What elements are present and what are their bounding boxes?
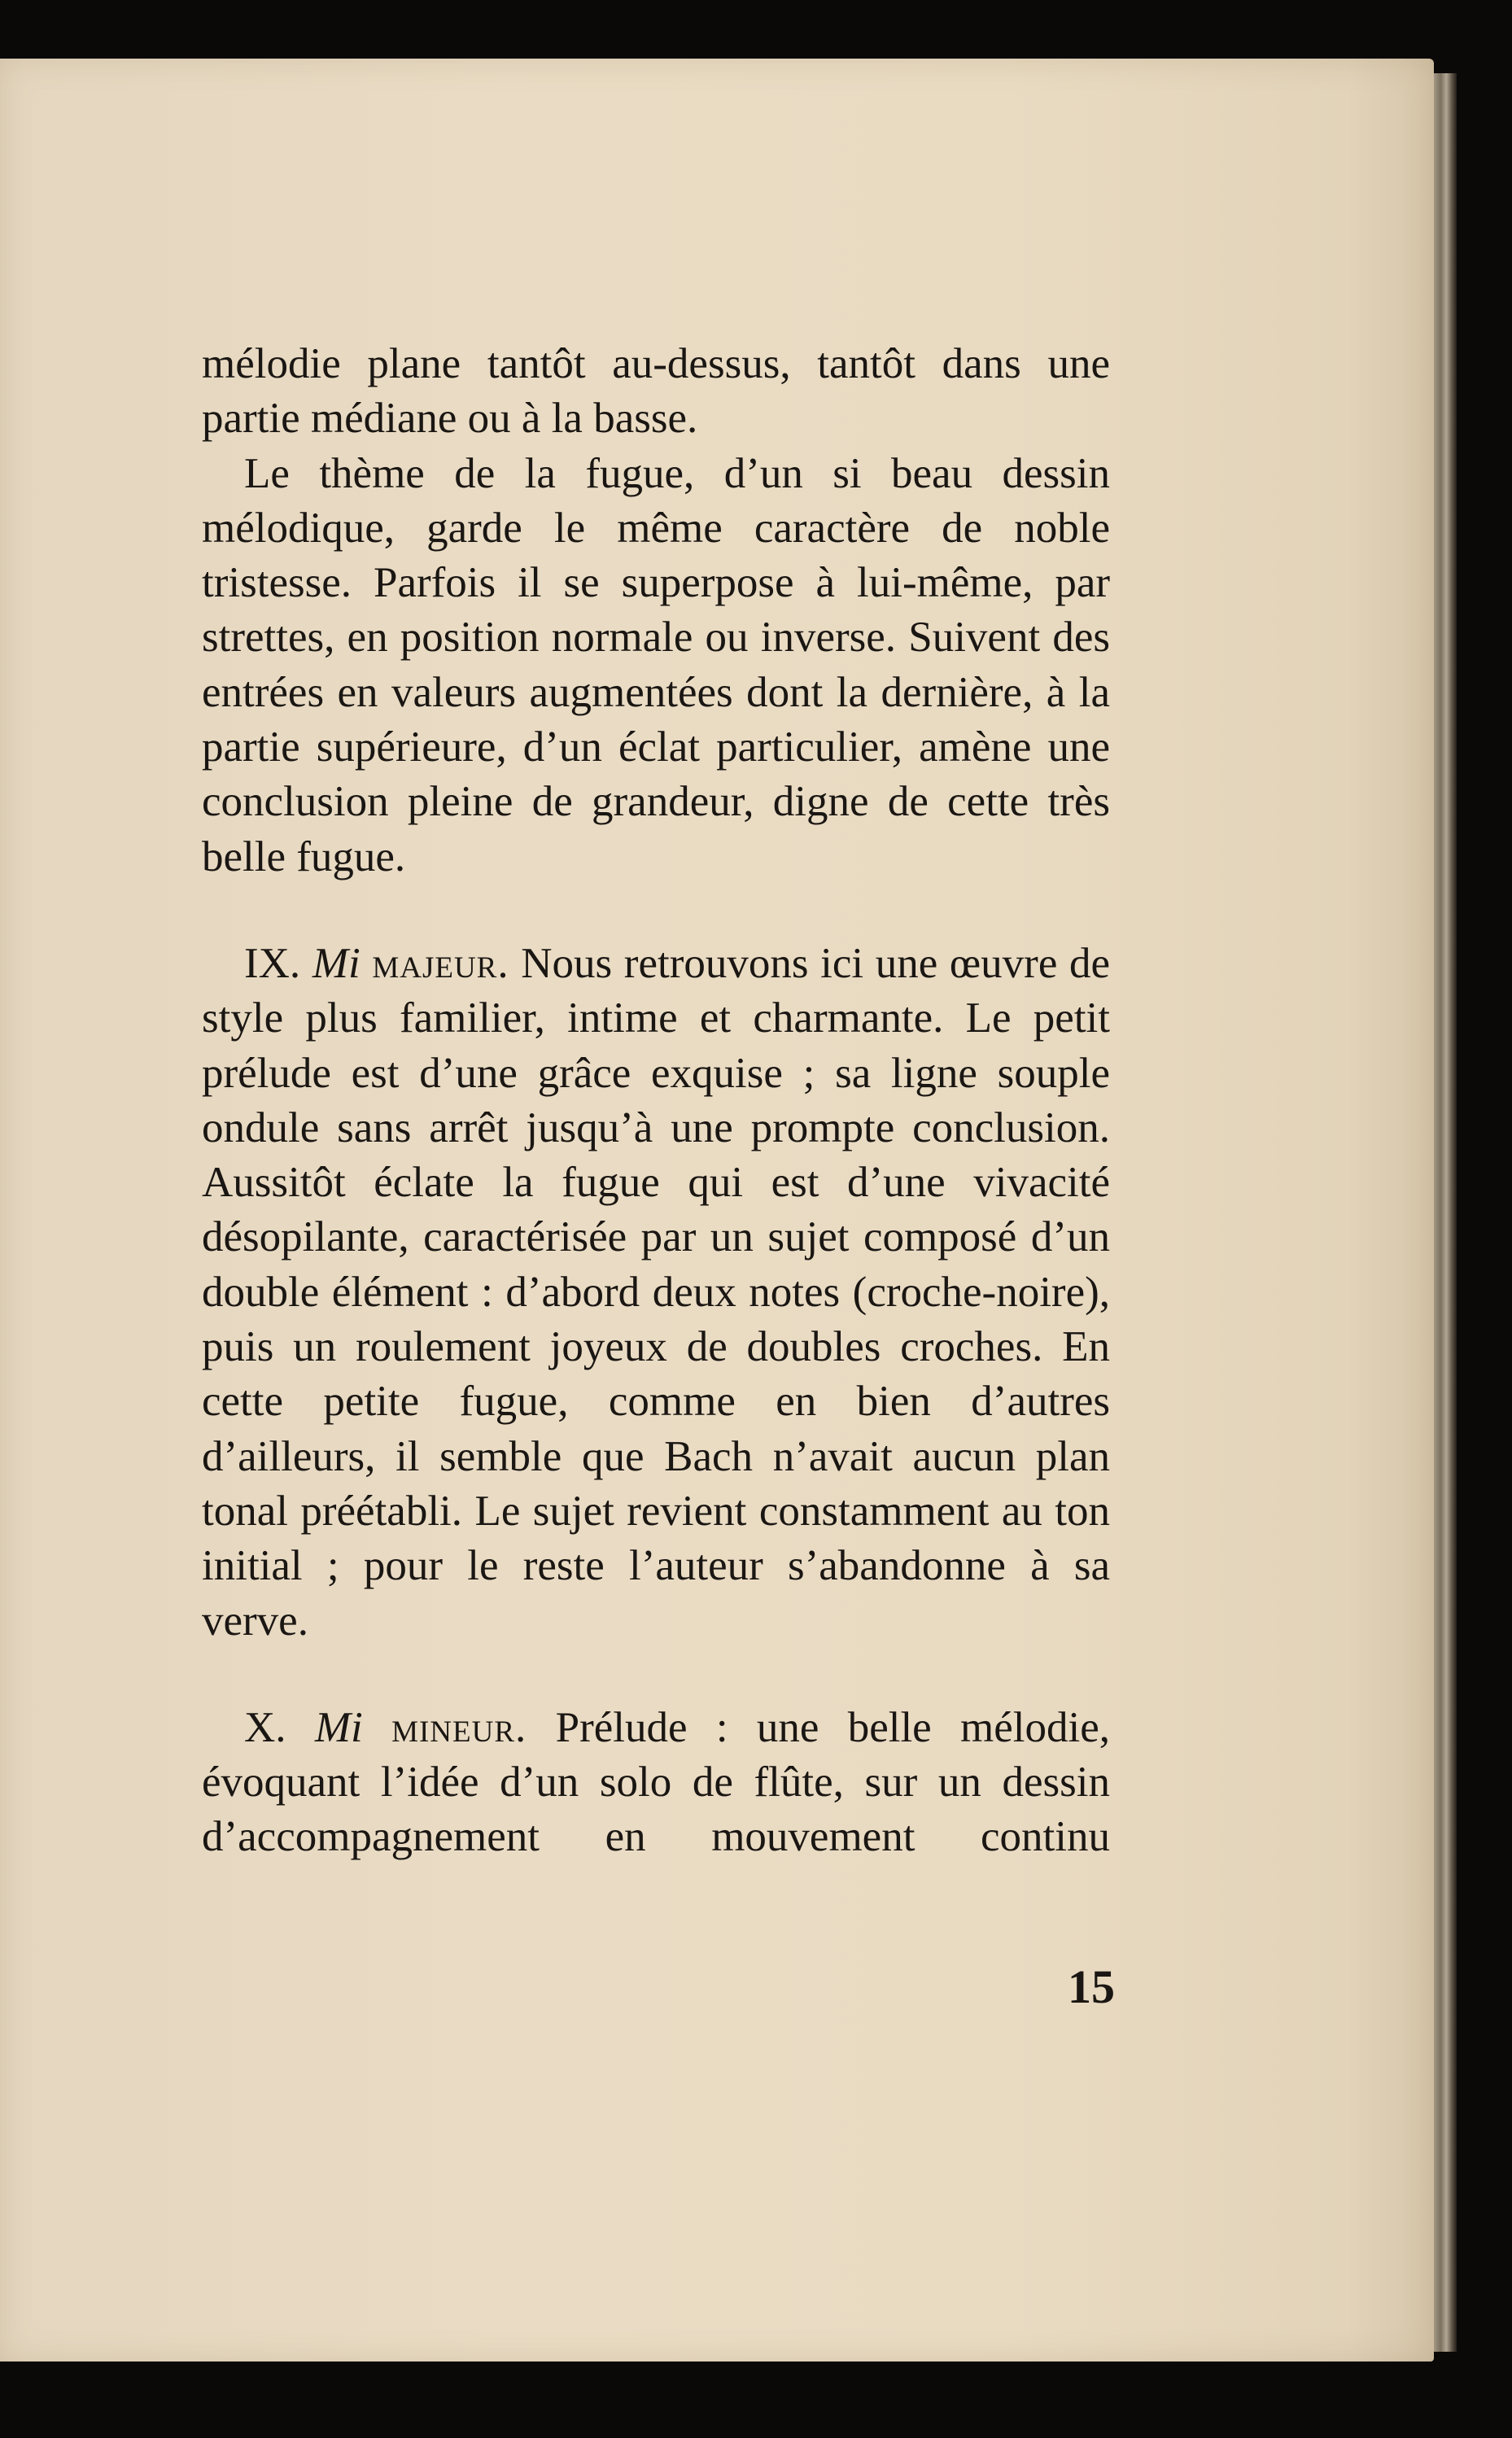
section-ix-paragraph xyxy=(202,937,1110,1649)
continuation-paragraph: mélodie plane tantôt au-dessus, tantôt dans une partie médiane ou à la basse. xyxy=(202,340,1110,443)
section-x-paragraph xyxy=(202,1701,1110,1865)
section-x-key: Mi xyxy=(314,1703,363,1751)
section-x-number: X. xyxy=(244,1703,286,1751)
page-text xyxy=(202,337,1110,1865)
page-number: 15 xyxy=(1068,1960,1115,2013)
section-x-text: Prélude : une belle mélodie, évoquant l’idée d’un solo de flûte, sur un dessin d’accompagnement en mouvement continu xyxy=(202,1703,1111,1861)
section-ix-mode: majeur. xyxy=(372,939,509,987)
fugue-paragraph: Le thème de la fugue, d’un si beau dessin mélodique, garde le même caractère de noble tristesse. Parfois il se superpose à lui-même, par strettes, en position normale ou inverse. Suivent des entrées en valeurs augmentées dont la dernière, à la partie supérieure, d’un éclat particulier, amène une conclusion pleine de grandeur, digne de cette très belle fugue. xyxy=(202,449,1110,880)
section-ix-text: Nous retrouvons ici une œuvre de style plus familier, intime et charmante. Le petit prélude est d’une grâce exquise ; sa ligne souple ondule sans arrêt jusqu’à une prompte conclusion. Aussitôt éclate la fugue qui est d’une vivacité désopilante, caractérisée par un sujet composé d’un double élément : d’abord deux notes (croche-noire), puis un roulement joyeux de doubles croches. En cette petite fugue, comme en bien d’autres d’ailleurs, il semble que Bach n’avait aucun plan tonal préétabli. Le sujet revient constamment au ton initial ; pour le reste l’auteur s’abandonne à sa verve. xyxy=(202,939,1111,1645)
section-x-mode: mineur. xyxy=(391,1703,527,1751)
section-ix-key: Mi xyxy=(312,939,361,987)
page-edge xyxy=(1434,73,1457,2352)
section-ix-number: IX. xyxy=(244,939,301,987)
